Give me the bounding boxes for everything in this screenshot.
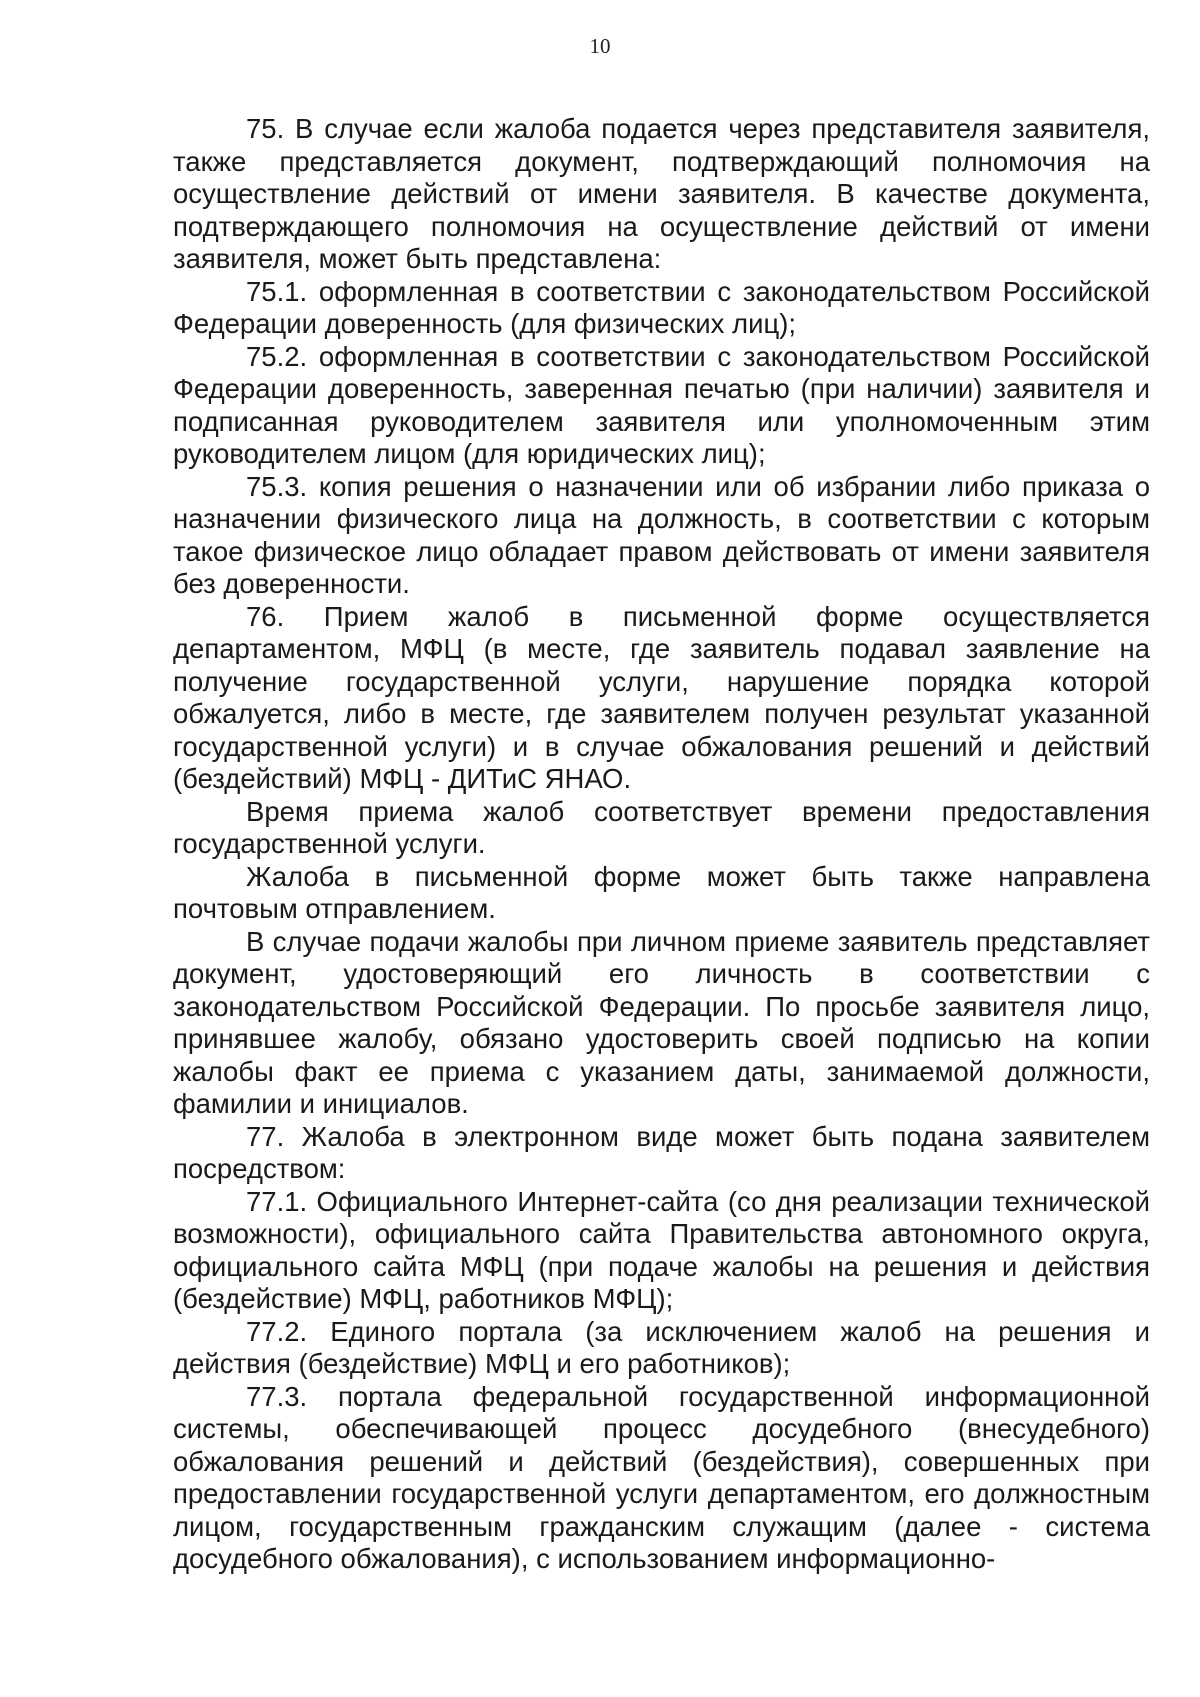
paragraph-77: 77. Жалоба в электронном виде может быть подана заявителем посредством: — [173, 1120, 1150, 1184]
paragraph-reception-time: Время приема жалоб соответствует времени предоставления государственной услуги. — [173, 795, 1150, 859]
paragraph-77-2: 77.2. Единого портала (за исключением жалоб на решения и действия (бездействие) МФЦ и его работников); — [173, 1315, 1150, 1379]
paragraph-personal-reception: В случае подачи жалобы при личном приеме заявитель представляет документ, удостоверяющий его личность в соответствии с законодательством Российской Федерации. По просьбе заявителя лицо, принявшее жалобу, обязано удостоверить своей подписью на копии жалобы факт ее приема с указанием даты, занимаемой должности, фамилии и инициалов. — [173, 925, 1150, 1119]
paragraph-76: 76. Прием жалоб в письменной форме осуществляется департаментом, МФЦ (в месте, где заявитель подавал заявление на получение государственной услуги, нарушение порядка которой обжалуется, либо в месте, где заявителем получен результат указанной государственной услуги) и в случае обжалования решений и действий (бездействий) МФЦ - ДИТиС ЯНАО. — [173, 600, 1150, 794]
paragraph-75-2: 75.2. оформленная в соответствии с законодательством Российской Федерации доверенность, заверенная печатью (при наличии) заявителя и подписанная руководителем заявителя или уполномоченным этим руководителем лицом (для юридических лиц); — [173, 340, 1150, 469]
paragraph-75-3: 75.3. копия решения о назначении или об избрании либо приказа о назначении физического лица на должность, в соответствии с которым такое физическое лицо обладает правом действовать от имени заявителя без доверенности. — [173, 470, 1150, 599]
page-number: 10 — [589, 34, 611, 58]
paragraph-75: 75. В случае если жалоба подается через представителя заявителя, также представляется документ, подтверждающий полномочия на осуществление действий от имени заявителя. В качестве документа, подтверждающего полномочия на осуществление действий от имени заявителя, может быть представлена: — [173, 113, 1150, 274]
paragraph-77-1: 77.1. Официального Интернет-сайта (со дня реализации технической возможности), официального сайта Правительства автономного округа, официального сайта МФЦ (при подаче жалобы на решения и действия (бездействие) МФЦ, работников МФЦ); — [173, 1185, 1150, 1314]
paragraph-75-1: 75.1. оформленная в соответствии с законодательством Российской Федерации доверенность (для физических лиц); — [173, 275, 1150, 339]
paragraph-77-3: 77.3. портала федеральной государственной информационной системы, обеспечивающей процесс досудебного (внесудебного) обжалования решений и действий (бездействия), совершенных при предоставлении государственной услуги департаментом, его должностным лицом, государственным гражданским служащим (далее - система досудебного обжалования), с использованием информационно- — [173, 1380, 1150, 1574]
paragraph-postal: Жалоба в письменной форме может быть также направлена почтовым отправлением. — [173, 860, 1150, 924]
document-body — [173, 113, 1150, 1576]
